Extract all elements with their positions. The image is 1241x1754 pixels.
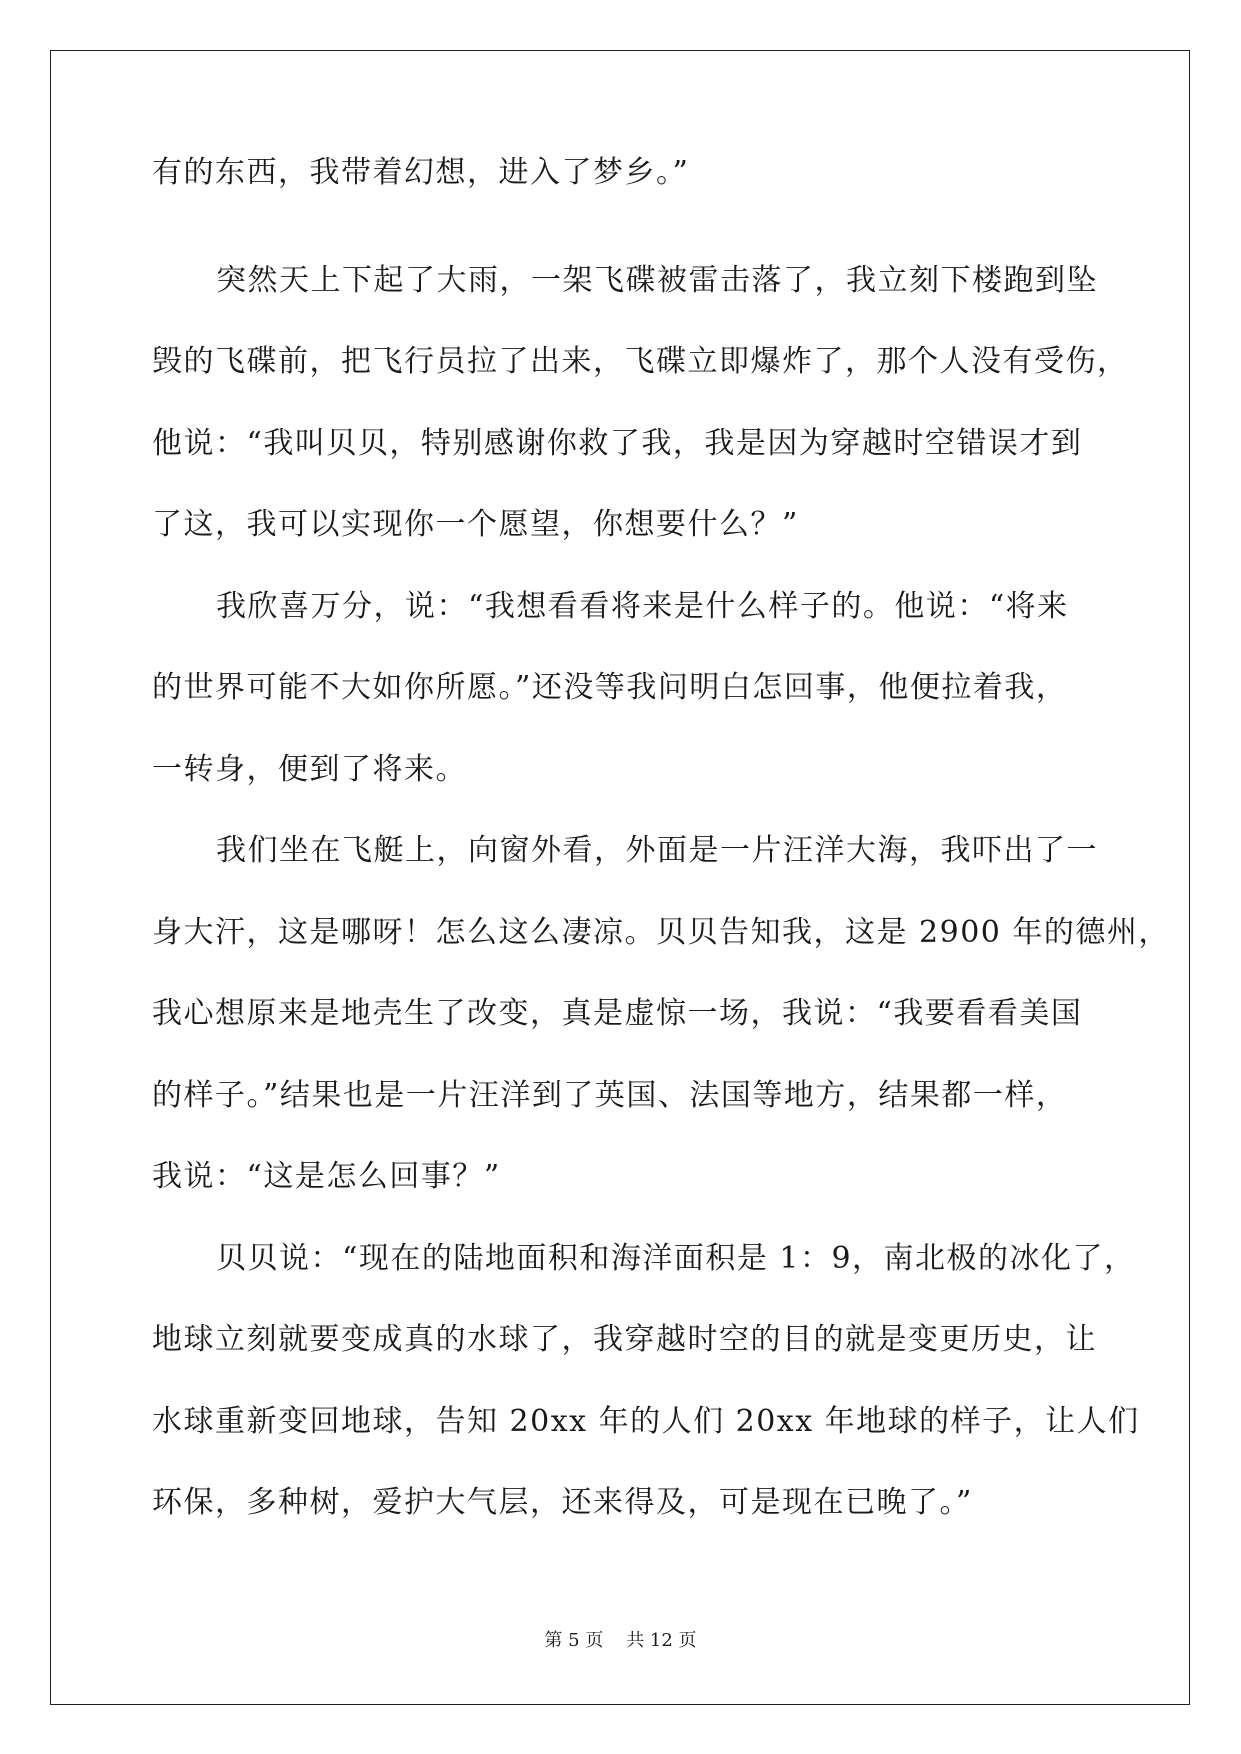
text-line: 毁的飞碟前，把飞行员拉了出来，飞碟立即爆炸了，那个人没有受伤， [152,344,1129,379]
paragraph-first-line: 我欣喜万分，说：“我想看看将来是什么样子的。他说：“将来 [216,588,1069,624]
text-line: 他说：“我叫贝贝，特别感谢你救了我，我是因为穿越时空错误才到 [152,425,1083,461]
paragraph-first-line: 我们坐在飞艇上，向窗外看，外面是一片汪洋大海，我吓出了一 [216,833,1098,868]
document-body [152,155,1170,1544]
text-line: 地球立刻就要变成真的水球了，我穿越时空的目的就是变更历史，让 [152,1322,1097,1357]
text-line: 我说：“这是怎么回事？” [152,1159,501,1194]
text-line: 的世界可能不大如你所愿。”还没等我问明白怎回事，他便拉着我， [152,670,1068,705]
text-line: 环保，多种树，爱护大气层，还来得及，可是现在已晚了。” [152,1485,973,1520]
paragraph-first-line: 突然天上下起了大雨，一架飞碟被雷击落了，我立刻下楼跑到坠 [216,262,1098,298]
text-line: 有的东西，我带着幻想，进入了梦乡。” [152,155,690,190]
page-number-footer: 第 5 页 共 12 页 [544,1630,697,1651]
text-line: 了这，我可以实现你一个愿望，你想要什么？” [152,507,799,542]
text-line: 一转身，便到了将来。 [152,751,467,787]
paragraph-first-line: 贝贝说：“现在的陆地面积和海洋面积是 1：9，南北极的冰化了， [216,1240,1136,1276]
text-line: 身大汗，这是哪呀！怎么这么凄凉。贝贝告知我，这是 2900 年的德州， [152,914,1170,950]
text-line: 水球重新变回地球，告知 20xx 年的人们 20xx 年地球的样子，让人们 [152,1403,1140,1439]
text-line: 的样子。”结果也是一片汪洋到了英国、法国等地方，结果都一样， [152,1077,1068,1113]
text-line: 我心想原来是地壳生了改变，真是虚惊一场，我说：“我要看看美国 [152,996,1083,1031]
